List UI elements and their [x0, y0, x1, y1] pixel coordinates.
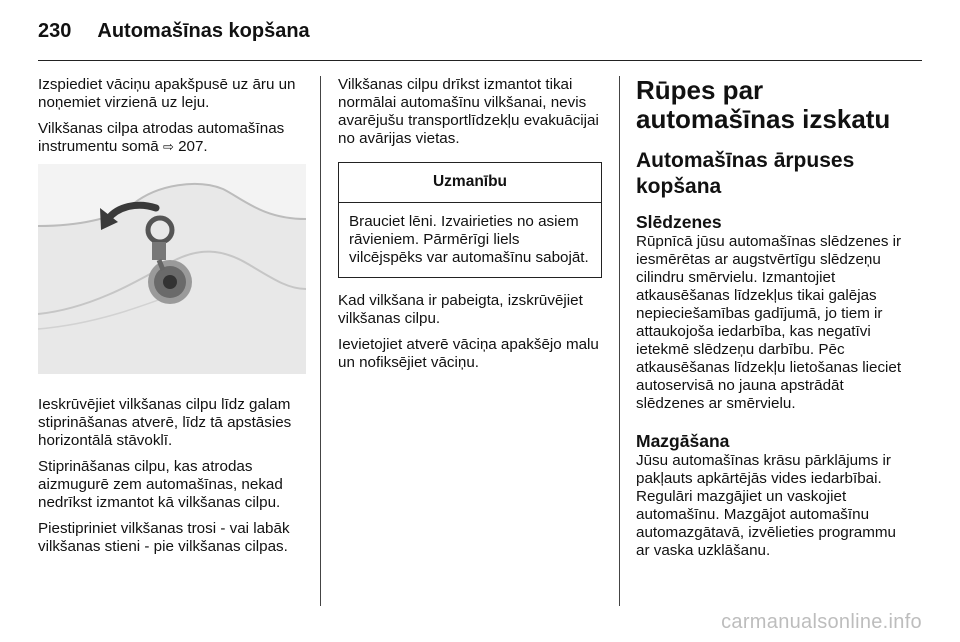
warning-box	[338, 162, 602, 278]
topic-heading: Slēdzenes	[636, 212, 722, 232]
section-washing	[636, 431, 906, 560]
subsection-heading: Automašīnas ārpuses kopšana	[636, 149, 855, 198]
column-divider-1	[320, 76, 321, 606]
page-reference-link[interactable]: 207.	[173, 138, 208, 155]
paragraph: Kad vilkšana ir pabeigta, izskrūvējiet vilkšanas cilpu.	[338, 292, 583, 327]
watermark: carmanualsonline.info	[721, 611, 922, 633]
paragraph: Izspiediet vāciņu apakšpusē uz āru un noņemiet virzienā uz leju.	[38, 76, 296, 111]
column-2	[338, 76, 602, 380]
column-divider-2	[619, 76, 620, 606]
column-3	[636, 76, 906, 578]
paragraph: Ievietojiet atverē vāciņa apakšējo malu un nofiksējiet vāciņu.	[338, 336, 599, 371]
column-1	[38, 76, 306, 564]
paragraph: Rūpnīcā jūsu automašīnas slēdzenes ir iesmērētas ar augstvērtīgu slēdzeņu cilindru smērvielu. Izmantojiet atkausēšanas līdzekļus tikai galējas nepieciešamības gadījumā, jo tiem ir attaukojoša iedarbība, kas negatīvi ietekmē slēdzeņu darbību. Pēc atkausēšanas līdzekļu lietošanas lieciet autoservisā no jauna apstrādāt slēdzenes ar smērvielu.	[636, 233, 902, 412]
paragraph-with-reference	[38, 120, 306, 156]
warning-text: Brauciet lēni. Izvairieties no asiem rāvieniem. Pārmērīgi liels vilcējspēks var automašīnu sabojāt.	[349, 213, 589, 266]
page-header	[38, 20, 310, 50]
paragraph: Ieskrūvējiet vilkšanas cilpu līdz galam stiprināšanas atverē, līdz tā apstāsies horizontālā stāvoklī.	[38, 396, 292, 449]
page-title: Automašīnas kopšana	[97, 20, 310, 42]
section-heading: Rūpes par automašīnas izskatu	[636, 75, 891, 134]
paragraph-text: Vilkšanas cilpa atrodas automašīnas instrumentu somā	[38, 120, 285, 155]
warning-title: Uzmanību	[339, 163, 601, 203]
page-reference-arrow-icon: ⇨	[162, 139, 174, 154]
header-divider	[38, 60, 922, 61]
paragraph: Piestipriniet vilkšanas trosi - vai labāk vilkšanas stieni - pie vilkšanas cilpas.	[38, 520, 290, 555]
topic-heading: Mazgāšana	[636, 431, 730, 451]
paragraph: Vilkšanas cilpu drīkst izmantot tikai normālai automašīnu vilkšanai, nevis avarējušu transportlīdzekļu evakuācijai no avārijas vietas.	[338, 76, 599, 147]
page-number: 230	[38, 20, 72, 42]
section-locks	[636, 212, 906, 413]
paragraph: Jūsu automašīnas krāsu pārklājums ir pakļauts apkārtējās vides iedarbībai. Regulāri mazgājiet un vaskojiet automašīnu. Mazgājot automašīnu automazgātavā, izvēlieties programmu ar vaska uzklāšanu.	[636, 452, 896, 559]
tow-eye-illustration	[38, 164, 306, 374]
paragraph: Stiprināšanas cilpu, kas atrodas aizmugurē zem automašīnas, nekad nedrīkst izmantot kā vilkšanas cilpu.	[38, 458, 283, 511]
